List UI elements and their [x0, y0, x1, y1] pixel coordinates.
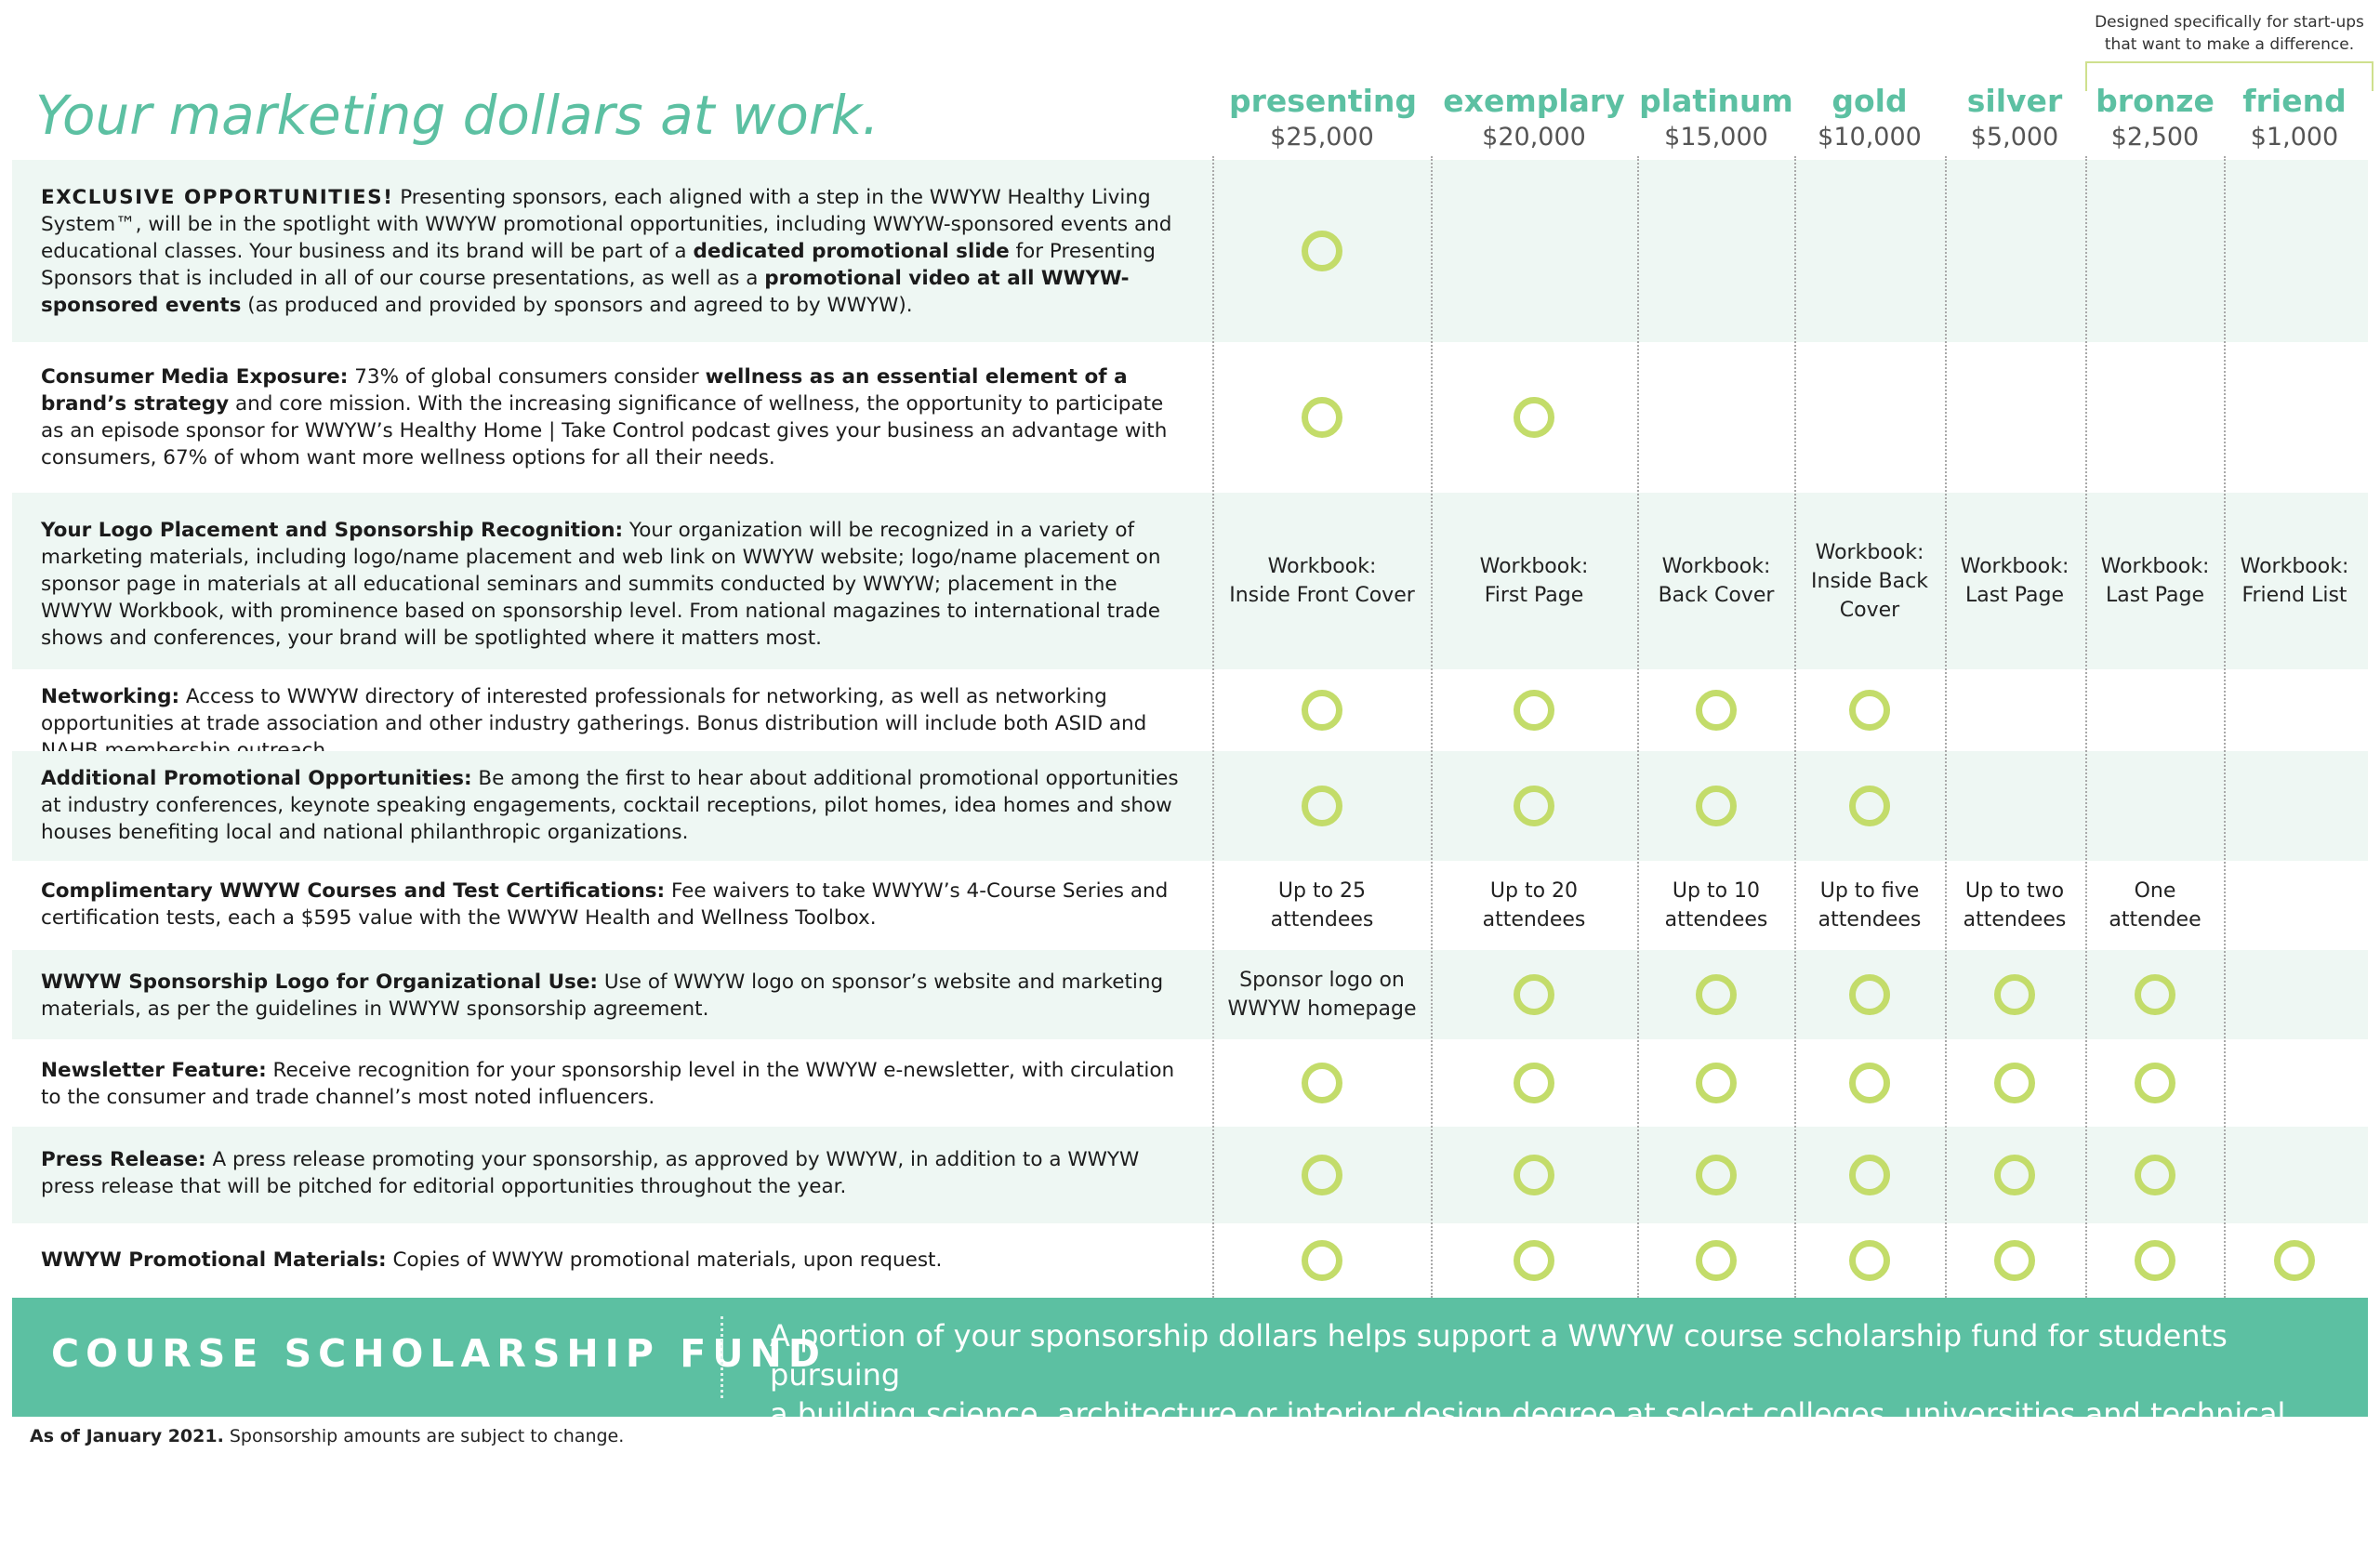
tier-cell-line: Up to two [1964, 879, 2065, 903]
tier-cell-line: Back Cover [1658, 584, 1775, 607]
tier-cell-line: attendees [1664, 908, 1768, 931]
tier-cell-line: attendees [1270, 908, 1374, 931]
check-circle-icon [1696, 1063, 1737, 1103]
column-divider [1431, 156, 1433, 1298]
tier-cell-line: attendees [1963, 908, 2067, 931]
tier-header-friend [2202, 82, 2380, 154]
check-circle-icon [1302, 231, 1342, 271]
scholarship-text-line1: A portion of your sponsorship dollars helps support a WWYW course scholarship fund for students pursuing [770, 1318, 2228, 1393]
check-circle-icon [1514, 690, 1554, 731]
page-title: Your marketing dollars at work. [35, 84, 879, 147]
tier-cell-line: First Page [1484, 584, 1584, 607]
row-highlight: promotional video at all WWYW-sponsored events [41, 267, 1130, 317]
row-highlight: dedicated promotional slide [693, 240, 1010, 263]
check-circle-icon [2135, 1155, 2175, 1195]
check-circle-icon [2135, 1063, 2175, 1103]
tier-cell-line: Workbook: [1815, 540, 1924, 564]
row-label: EXCLUSIVE OPPORTUNITIES! [41, 186, 394, 209]
tier-cell-line: attendee [2109, 908, 2202, 931]
row-text: and core mission. With the increasing significance of wellness, the opportunity to participate as an episode sponsor for WWYW’s Healthy Home | Take Control podcast gives your business an advantage with consumers, 67% of whom want more wellness options for all their needs. [41, 392, 1168, 469]
check-circle-icon [1302, 690, 1342, 731]
check-circle-icon [1994, 974, 2035, 1015]
row-description [41, 765, 1180, 846]
row-description [41, 184, 1180, 319]
check-circle-icon [1696, 1155, 1737, 1195]
check-circle-icon [1849, 974, 1890, 1015]
footer-text: Sponsorship amounts are subject to change. [223, 1426, 625, 1446]
check-circle-icon [1696, 1240, 1737, 1281]
tier-price: $1,000 [2250, 123, 2339, 152]
tier-cell-text [1436, 877, 1632, 934]
row-description [41, 363, 1180, 471]
tier-cell-line: Workbook: [2100, 555, 2210, 578]
row-highlight: wellness as an essential element of a brand’s strategy [41, 365, 1128, 416]
row-label: Your Logo Placement and Sponsorship Recognition: [41, 519, 624, 542]
row-text: for Presenting Sponsors that is included in all of our course presentations, as well as a [41, 240, 1156, 290]
check-circle-icon [1994, 1063, 2035, 1103]
tier-header-exemplary [1441, 82, 1627, 154]
column-divider [2224, 156, 2226, 1298]
row-label: Additional Promotional Opportunities: [41, 767, 472, 790]
check-circle-icon [1849, 1240, 1890, 1281]
tier-cell-text [1224, 552, 1420, 610]
row-text: Copies of WWYW promotional materials, upon request. [386, 1248, 943, 1272]
check-circle-icon [1514, 974, 1554, 1015]
row-label: Press Release: [41, 1148, 206, 1171]
row-label: WWYW Sponsorship Logo for Organizational Use: [41, 971, 598, 994]
check-circle-icon [1994, 1240, 2035, 1281]
startup-note-line1: Designed specifically for start-ups [2095, 13, 2364, 32]
scholarship-text-line2: a building science, architecture or interior design degree at select colleges, universities and technical schools. [770, 1396, 2286, 1471]
check-circle-icon [1302, 786, 1342, 826]
check-circle-icon [1514, 1155, 1554, 1195]
check-circle-icon [1849, 1063, 1890, 1103]
footer-note [30, 1426, 624, 1446]
tier-name: exemplary [1443, 83, 1625, 119]
row-description [41, 1146, 1180, 1200]
column-divider [1637, 156, 1639, 1298]
tier-cell-line: Workbook: [1267, 555, 1377, 578]
tier-cell-line: Up to 10 [1672, 879, 1761, 903]
tier-cell-text [1436, 552, 1632, 610]
row-text: 73% of global consumers consider [348, 365, 706, 389]
check-circle-icon [1696, 690, 1737, 731]
check-circle-icon [2135, 974, 2175, 1015]
row-description [41, 1247, 1180, 1274]
check-circle-icon [1302, 1063, 1342, 1103]
tier-cell-line: Workbook: [1479, 555, 1589, 578]
tier-cell-line: attendees [1818, 908, 1922, 931]
tier-cell-line: Cover [1839, 598, 1900, 622]
tier-name: gold [1831, 83, 1908, 119]
row-text: Use of WWYW logo on sponsor’s website and marketing materials, as per the guidelines in WWYW sponsorship agreement. [41, 971, 1164, 1021]
tier-cell-line: Workbook: [1661, 555, 1771, 578]
tier-cell-line: Workbook: [2240, 555, 2349, 578]
tier-cell-line: Friend List [2241, 584, 2347, 607]
tier-price: $25,000 [1270, 123, 1374, 152]
row-text: A press release promoting your sponsorship, as approved by WWYW, in addition to a WWYW press release that will be pitched for editorial opportunities throughout the year. [41, 1148, 1140, 1198]
tier-name: presenting [1229, 83, 1417, 119]
row-label: Newsletter Feature: [41, 1059, 267, 1082]
check-circle-icon [1849, 1155, 1890, 1195]
tier-name: platinum [1639, 83, 1793, 119]
tier-cell-line: Last Page [1964, 584, 2065, 607]
tier-cell-line: Up to five [1819, 879, 1920, 903]
check-circle-icon [1849, 690, 1890, 731]
scholarship-text [770, 1316, 2350, 1472]
check-circle-icon [2135, 1240, 2175, 1281]
startup-note-line2: that want to make a difference. [2104, 35, 2355, 54]
tier-cell-line: WWYW homepage [1227, 997, 1417, 1021]
check-circle-icon [1696, 786, 1737, 826]
row-text: Receive recognition for your sponsorship level in the WWYW e-newsletter, with circulation to the consumer and trade channel’s most noted influencers. [41, 1059, 1175, 1109]
row-description [41, 1057, 1180, 1111]
check-circle-icon [1994, 1155, 2035, 1195]
row-description [41, 878, 1180, 931]
row-text: Access to WWYW directory of interested professionals for networking, as well as networking opportunities at trade association and other industry gatherings. Bonus distribution will include both ASID and [41, 685, 1147, 735]
tier-price: $10,000 [1818, 123, 1922, 152]
tier-cell-line: Last Page [2105, 584, 2205, 607]
tier-price: $20,000 [1482, 123, 1586, 152]
row-label: WWYW Promotional Materials: [41, 1248, 387, 1272]
check-circle-icon [1849, 786, 1890, 826]
check-circle-icon [1514, 1063, 1554, 1103]
tier-cell-text [1224, 877, 1420, 934]
check-circle-icon [1514, 397, 1554, 438]
check-circle-icon [2274, 1240, 2315, 1281]
check-circle-icon [1514, 786, 1554, 826]
tier-cell-line: Inside Back [1811, 569, 1928, 593]
tier-cell-text [1224, 966, 1420, 1023]
check-circle-icon [1696, 974, 1737, 1015]
row-label: Consumer Media Exposure: [41, 365, 349, 389]
tier-name: silver [1966, 83, 2063, 119]
startup-note [2085, 11, 2373, 56]
tier-price: $15,000 [1664, 123, 1768, 152]
tier-cell-line: Up to 25 [1277, 879, 1367, 903]
tier-cell-line: Workbook: [1960, 555, 2069, 578]
tier-cell-line: Inside Front Cover [1229, 584, 1415, 607]
row-label: Complimentary WWYW Courses and Test Certifications: [41, 879, 666, 903]
column-divider [1945, 156, 1947, 1298]
column-divider [2085, 156, 2087, 1298]
row-description [41, 969, 1180, 1023]
row-label: Networking: [41, 685, 180, 708]
tier-cell-line: One [2134, 879, 2176, 903]
banner-divider [721, 1316, 723, 1398]
footer-date: As of January 2021. [30, 1426, 224, 1446]
row-description [41, 517, 1180, 652]
row-text: Your organization will be recognized in a variety of marketing materials, including logo/name placement and web link on WWYW website; logo/name placement on sponsor page in materials at all educational seminars and summits conducted by WWYW; placement in the WWYW Workbook, with prominence based on sponsorship level. From national magazines to international trade shows and conferences, your brand will be spotlighted where it matters most. [41, 519, 1161, 650]
row-text: Be among the first to hear about additional promotional opportunities at industry conferences, keynote speaking engagements, cocktail receptions, pilot homes, idea homes and show houses benefiting local and national philanthropic organizations. [41, 767, 1179, 844]
row-text: Fee waivers to take WWYW’s 4-Course Series and certification tests, each a $595 value with the WWYW Health and Wellness Toolbox. [41, 879, 1169, 930]
tier-cell-line: attendees [1482, 908, 1586, 931]
row-text: Presenting sponsors, each aligned with a step in the WWYW Healthy Living System™, will be in the spotlight with WWYW promotional opportunities, including WWYW-sponsored events and educational classes. Your business and its brand will be part of a [41, 186, 1172, 263]
tier-price: $5,000 [1970, 123, 2059, 152]
tier-name: bronze [2096, 83, 2215, 119]
tier-header-presenting [1229, 82, 1415, 154]
scholarship-title: COURSE SCHOLARSHIP FUND [51, 1331, 826, 1376]
check-circle-icon [1302, 397, 1342, 438]
tier-cell-line: Up to 20 [1489, 879, 1579, 903]
check-circle-icon [1514, 1240, 1554, 1281]
tier-name: friend [2242, 83, 2347, 119]
tier-price: $2,500 [2110, 123, 2200, 152]
column-divider [1794, 156, 1796, 1298]
check-circle-icon [1302, 1155, 1342, 1195]
tier-cell-line: Sponsor logo on [1239, 969, 1405, 992]
column-divider [1212, 156, 1214, 1298]
row-text: (as produced and provided by sponsors and agreed to by WWYW). [241, 294, 913, 317]
check-circle-icon [1302, 1240, 1342, 1281]
